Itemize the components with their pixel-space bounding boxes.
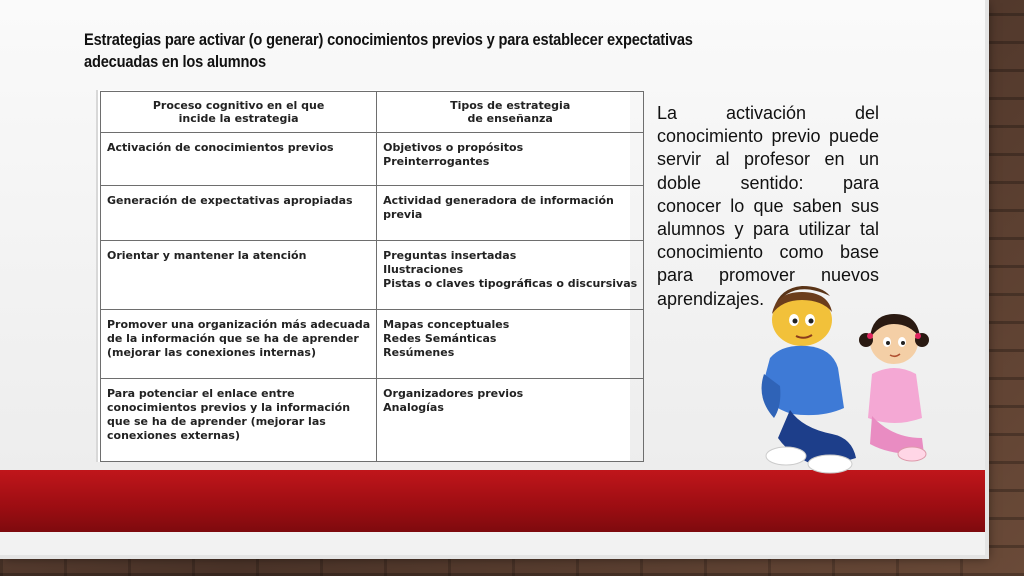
cell-line: Preinterrogantes bbox=[383, 155, 490, 168]
cell-line: Promover una organización más adecuada bbox=[107, 318, 371, 331]
cell-line: Activación de conocimientos previos bbox=[107, 141, 334, 154]
cell-line: Pistas o claves tipográficas o discursivas bbox=[383, 277, 638, 290]
header-process bbox=[101, 92, 377, 133]
header-line: incide la estrategia bbox=[178, 112, 299, 125]
cell-line: Analogías bbox=[383, 401, 444, 414]
cell-line: Orientar y mantener la atención bbox=[107, 249, 307, 262]
header-line: Tipos de estrategia bbox=[450, 99, 571, 112]
cell-line: conexiones externas) bbox=[107, 429, 240, 442]
process-cell bbox=[101, 379, 377, 462]
title-line: Estrategias pare activar (o generar) conocimientos previos y para establecer expectativas bbox=[84, 30, 693, 49]
cell-line: de la información que se ha de aprender bbox=[107, 332, 359, 345]
header-strategy bbox=[377, 92, 644, 133]
cell-line: previa bbox=[383, 208, 423, 221]
table-row bbox=[101, 310, 644, 379]
process-cell bbox=[101, 310, 377, 379]
cell-line: (mejorar las conexiones internas) bbox=[107, 346, 316, 359]
slide-title bbox=[84, 29, 720, 73]
strategy-cell bbox=[377, 379, 644, 462]
cell-line: Mapas conceptuales bbox=[383, 318, 510, 331]
title-line: adecuadas en los alumnos bbox=[84, 52, 266, 71]
cell-line: Generación de expectativas apropiadas bbox=[107, 194, 353, 207]
cell-line: Actividad generadora de información bbox=[383, 194, 614, 207]
strategy-cell bbox=[377, 241, 644, 310]
cell-line: Ilustraciones bbox=[383, 263, 464, 276]
table-row bbox=[101, 133, 644, 186]
red-band bbox=[0, 470, 985, 532]
header-line: de enseñanza bbox=[467, 112, 553, 125]
header-line: Proceso cognitivo en el que bbox=[152, 99, 325, 112]
body-paragraph: La activación del conocimiento previo puede servir al profesor en un doble sentido: para conocer lo que saben sus alumnos y para utilizar tal conocimiento como base para promover nuevos aprendizajes. bbox=[657, 103, 879, 309]
strategy-cell bbox=[377, 186, 644, 241]
strategy-table bbox=[100, 91, 644, 462]
process-cell bbox=[101, 241, 377, 310]
cell-line: conocimientos previos y la información bbox=[107, 401, 351, 414]
process-cell bbox=[101, 186, 377, 241]
strategy-cell bbox=[377, 133, 644, 186]
cell-line: Preguntas insertadas bbox=[383, 249, 517, 262]
process-cell bbox=[101, 133, 377, 186]
cell-line: que se ha de aprender (mejorar las bbox=[107, 415, 326, 428]
table-row bbox=[101, 186, 644, 241]
cell-line: Resúmenes bbox=[383, 346, 455, 359]
slide-bottom-strip bbox=[0, 532, 985, 555]
table-header-row bbox=[101, 92, 644, 133]
strategy-table-image bbox=[98, 90, 638, 462]
table-row bbox=[101, 241, 644, 310]
cell-line: Objetivos o propósitos bbox=[383, 141, 524, 154]
cell-line: Organizadores previos bbox=[383, 387, 524, 400]
cell-line: Para potenciar el enlace entre bbox=[107, 387, 295, 400]
cell-line: Redes Semánticas bbox=[383, 332, 497, 345]
strategy-cell bbox=[377, 310, 644, 379]
table-row bbox=[101, 379, 644, 462]
